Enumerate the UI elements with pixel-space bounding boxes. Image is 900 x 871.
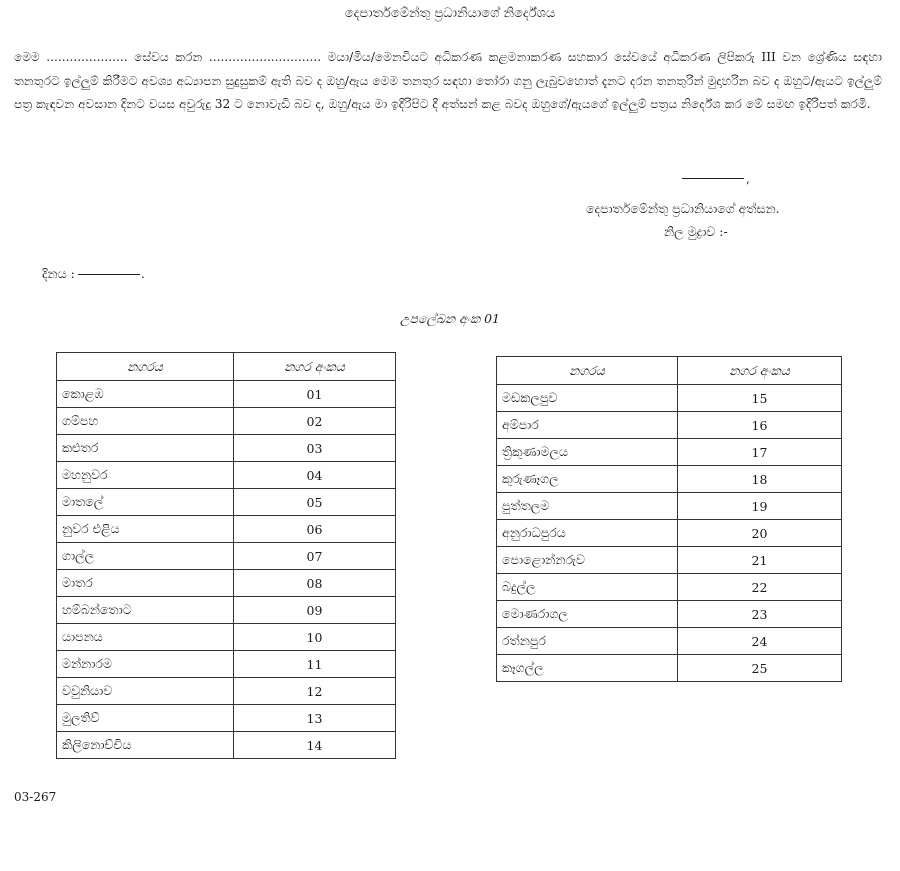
city-code-cell: 24 xyxy=(678,628,842,655)
city-code-cell: 18 xyxy=(678,466,842,493)
city-code-table-right xyxy=(496,356,842,682)
city-name-cell: අනුරාධපුරය xyxy=(497,520,678,547)
table-header-row xyxy=(57,353,396,381)
signature-comma: , xyxy=(746,172,750,186)
city-code-cell: 17 xyxy=(678,439,842,466)
table-row xyxy=(497,493,842,520)
table-row xyxy=(497,439,842,466)
city-name-cell: අම්පාර xyxy=(497,412,678,439)
table-row xyxy=(497,655,842,682)
city-code-cell: 20 xyxy=(678,520,842,547)
code-column-header: නගර අංකය xyxy=(678,357,842,385)
table-row xyxy=(497,628,842,655)
table-row xyxy=(497,547,842,574)
city-code-cell: 22 xyxy=(678,574,842,601)
city-column-header: නගරය xyxy=(497,357,678,385)
official-seal-label: නිල මුද්‍රාව :- xyxy=(664,224,728,239)
city-code-cell: 07 xyxy=(234,543,396,570)
table-row xyxy=(497,385,842,412)
city-name-cell: යාපනය xyxy=(57,624,234,651)
table-header-row xyxy=(497,357,842,385)
annex-title: උපලේඛන අංක 01 xyxy=(399,311,500,326)
city-name-cell: මහනුවර xyxy=(57,462,234,489)
city-name-cell: මාතලේ xyxy=(57,489,234,516)
city-name-cell: මොණරාගල xyxy=(497,601,678,628)
table-row xyxy=(497,601,842,628)
city-name-cell: ගාල්ල xyxy=(57,543,234,570)
city-code-cell: 19 xyxy=(678,493,842,520)
city-name-cell: හම්බන්තොට xyxy=(57,597,234,624)
city-name-cell: මුලතිව් xyxy=(57,705,234,732)
table-row xyxy=(57,597,396,624)
code-column-header: නගර අංකය xyxy=(234,353,396,381)
city-code-cell: 04 xyxy=(234,462,396,489)
city-name-cell: නුවර එළිය xyxy=(57,516,234,543)
city-code-cell: 01 xyxy=(234,381,396,408)
city-name-cell: කුරුණෑගල xyxy=(497,466,678,493)
city-code-table-left xyxy=(56,352,396,759)
table-row xyxy=(57,732,396,759)
city-name-cell: කොළඹ xyxy=(57,381,234,408)
city-code-cell: 12 xyxy=(234,678,396,705)
city-name-cell: මාතර xyxy=(57,570,234,597)
signature-line xyxy=(682,178,744,179)
table-row xyxy=(57,543,396,570)
city-column-header: නගරය xyxy=(57,353,234,381)
city-code-cell: 06 xyxy=(234,516,396,543)
city-code-cell: 11 xyxy=(234,651,396,678)
city-name-cell: කෑගල්ල xyxy=(497,655,678,682)
city-name-cell: කළුතර xyxy=(57,435,234,462)
city-name-cell: මඩකලපුව xyxy=(497,385,678,412)
city-code-cell: 13 xyxy=(234,705,396,732)
city-code-cell: 21 xyxy=(678,547,842,574)
table-row xyxy=(57,651,396,678)
table-row xyxy=(57,408,396,435)
city-code-cell: 14 xyxy=(234,732,396,759)
date-label: දිනය : xyxy=(42,266,75,281)
signature-label: දෙපාර්තමේන්තු ප්‍රධානියාගේ අත්සන. xyxy=(586,201,780,216)
city-code-cell: 03 xyxy=(234,435,396,462)
city-name-cell: ගම්පහ xyxy=(57,408,234,435)
table-row xyxy=(57,570,396,597)
table-row xyxy=(57,489,396,516)
city-name-cell: ත්‍රිකුණාමලය xyxy=(497,439,678,466)
table-row xyxy=(57,705,396,732)
table-row xyxy=(497,412,842,439)
table-row xyxy=(57,678,396,705)
table-row xyxy=(57,381,396,408)
city-code-cell: 15 xyxy=(678,385,842,412)
date-suffix: . xyxy=(140,266,145,281)
city-code-cell: 23 xyxy=(678,601,842,628)
city-code-cell: 16 xyxy=(678,412,842,439)
city-code-cell: 09 xyxy=(234,597,396,624)
city-name-cell: බදුල්ල xyxy=(497,574,678,601)
table-row xyxy=(497,520,842,547)
city-code-cell: 10 xyxy=(234,624,396,651)
date-row xyxy=(42,266,145,282)
city-code-table-left-body xyxy=(57,381,396,759)
city-name-cell: පොළොන්නරුව xyxy=(497,547,678,574)
page-heading: දෙපාර්තමේන්තු ප්‍රධානියාගේ නිර්දේශය xyxy=(344,6,556,21)
city-name-cell: වවුනියාව xyxy=(57,678,234,705)
city-name-cell: කිලිනොච්චිය xyxy=(57,732,234,759)
table-row xyxy=(57,516,396,543)
city-code-table-right-body xyxy=(497,385,842,682)
city-name-cell: මන්නාරම xyxy=(57,651,234,678)
table-row xyxy=(497,574,842,601)
city-code-cell: 08 xyxy=(234,570,396,597)
city-code-cell: 25 xyxy=(678,655,842,682)
city-code-cell: 02 xyxy=(234,408,396,435)
city-name-cell: රත්නපුර xyxy=(497,628,678,655)
date-blank-line xyxy=(78,274,140,275)
table-row xyxy=(57,435,396,462)
table-row xyxy=(57,462,396,489)
table-row xyxy=(497,466,842,493)
city-name-cell: පුත්තලම xyxy=(497,493,678,520)
recommendation-paragraph: මෙම ..................... සේවය කරන ............................. මයා/මිය/මෙනවියට අධිකරණ කළමනාකරණ සහකාර සේවයේ අධිකරණ ලිපිකරු III වන ශ්‍රේණිය සඳහා තනතුරට ඉල්ලුම් කිරීමට අවශ්‍ය අධ්‍යාපන සුදුසුකම් ඇති බව ද ඔහු/ඇය මෙම තනතුර සඳහා තෝරා ගනු ලැබුවහොත් දැනට දරන තනතුරින් මුදාහරින බව ද ඔහුට/ඇයට ඉල්ලුම් පත්‍ර කැඳවන අවසාන දිනට වයස අවුරුදු 32 ට නොවැඩි බව ද, ඔහු/ඇය මා ඉදිරිපිට දී අත්සන් කළ බවද ඔහුගේ/ඇයගේ ඉල්ලුම් පත්‍රය නිර්දේශ කර මේ සමඟ ඉදිරිපත් කරමි. xyxy=(14,50,882,111)
table-row xyxy=(57,624,396,651)
city-code-cell: 05 xyxy=(234,489,396,516)
footer-code: 03-267 xyxy=(14,790,57,804)
